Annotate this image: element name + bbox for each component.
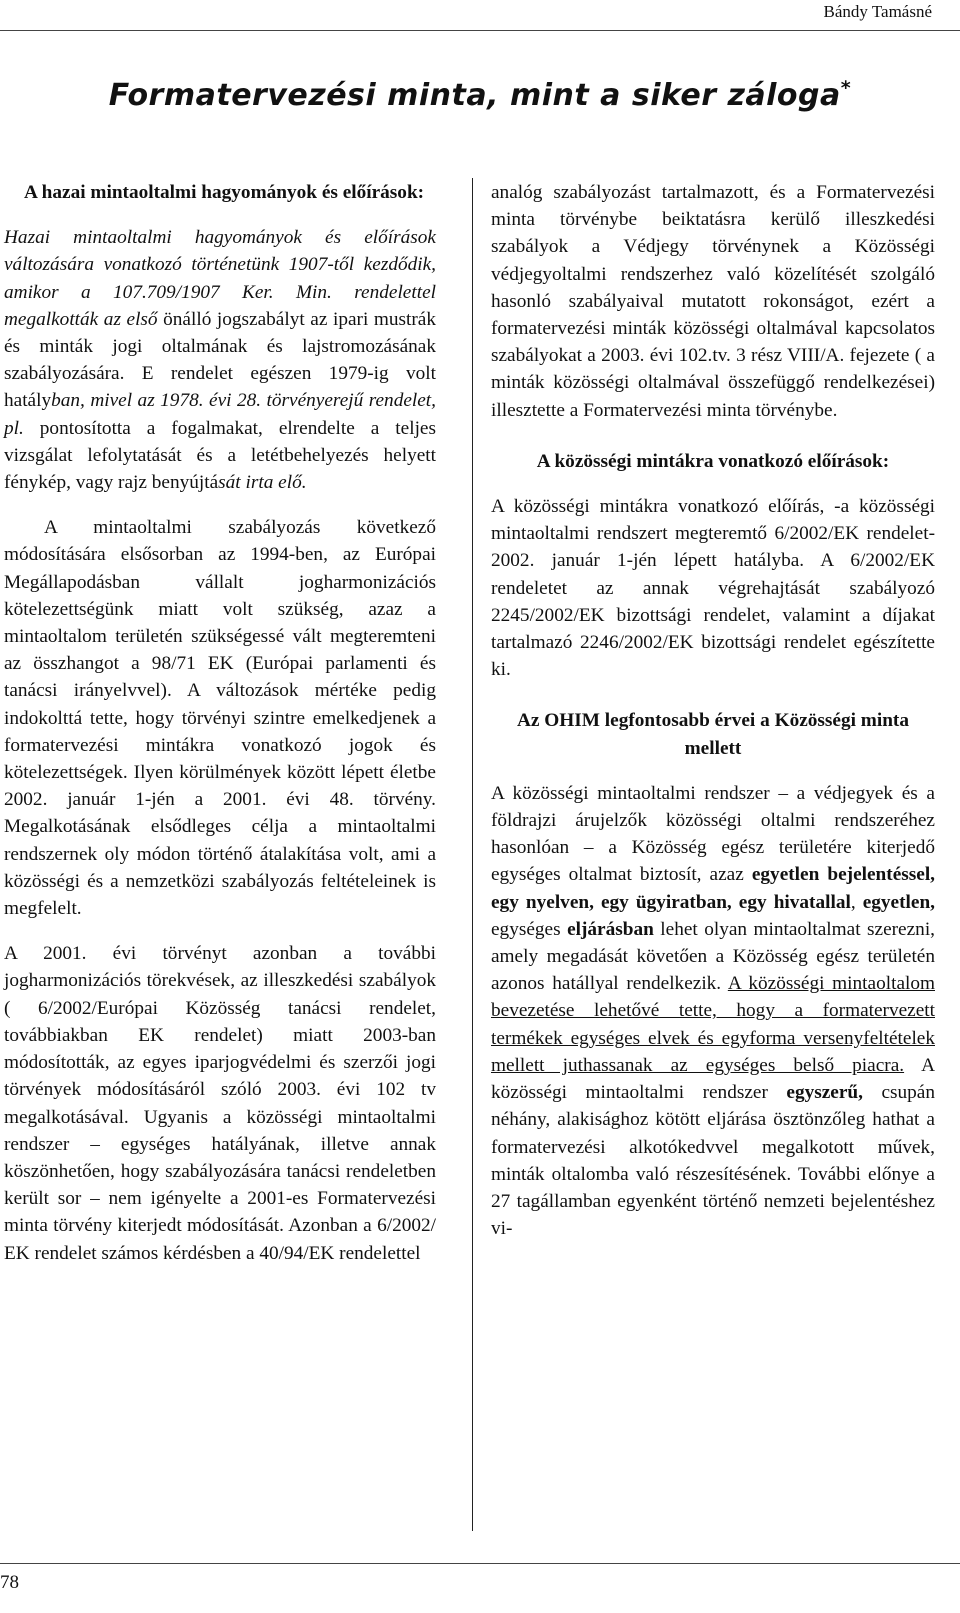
page-title-text: Formatervezési minta, mint a siker záloga bbox=[108, 78, 841, 113]
right-column bbox=[491, 179, 935, 1242]
history-text-2: pontosította a fogalmakat, elrendelte a teljes vizsgálat lefolytatását és a letétbehelyezés helyett fénykép, vagy rajz benyújtá bbox=[4, 417, 436, 494]
section-heading-hazai: A hazai mintaoltalmi hagyományok és előírások: bbox=[24, 182, 425, 203]
paragraph-history bbox=[4, 224, 436, 496]
header-rule bbox=[0, 30, 960, 31]
ohim-text-a: A közösségi mintaoltalmi rendszer – a védjegyek és a földrajzi árujelzők közösségi oltalmi rendszeréhez hasonlóan – a Közösség egész területére kiterjedő egységes oltalmat biztosít, azaz bbox=[491, 782, 935, 886]
ohim-text-e: lehet olyan mintaoltalmat szerezni, amely megadását követően a Közösség egész területén azonos hatállyal rendelkezik. bbox=[491, 918, 935, 995]
column-divider bbox=[472, 178, 473, 1531]
section-heading-ohim: Az OHIM legfontosabb érvei a Közösségi minta mellett bbox=[516, 710, 909, 759]
ohim-bold-3: eljárásban bbox=[567, 918, 654, 940]
section-heading-kozossegi: A közösségi mintákra vonatkozó előírások: bbox=[536, 450, 890, 472]
paragraph-kozossegi-eloirasok: A közösségi mintákra vonatkozó előírás, -a közösségi mintaoltalmi rendszert megteremtő 6/2002/EK rendelet- 2002. január 1-jén lépett hatályba. A 6/2002/EK rendeletet az annak végrehajtását szabályozó 2245/2002/EK bizottsági rendelet, valamint a díjakat tartalmazó 2246/2002/EK bizottsági rendelet egészítette ki. bbox=[491, 496, 935, 681]
paragraph-ohim bbox=[491, 780, 935, 1242]
title-footnote-mark: * bbox=[840, 77, 852, 99]
ohim-text-f: A közösségi mintaoltalmi rendszer bbox=[491, 1054, 935, 1104]
history-italic-2: ban, mivel az 1978. évi 28. törvényerejű rendelet, pl. bbox=[4, 390, 436, 439]
ohim-text-c: , bbox=[850, 891, 863, 913]
running-head-author: Bándy Tamásné bbox=[823, 2, 932, 21]
history-text-1: önálló jogszabályt az ipari mustrák és minták jogi oltalmának és lajstromozásának szabályozására. E rendelet egészen 1979-ig volt hatály bbox=[4, 308, 436, 412]
page-title bbox=[0, 78, 960, 113]
ohim-bold-4: egyszerű, bbox=[786, 1082, 863, 1104]
ohim-text-g: csupán néhány, alakisághoz kötött eljárása ösztönzőleg hathat a formatervezési alkotókedvvel megalkotott művek, minták oltalomba való részesítésének. További előnye a 27 tagállamban egyenként történő nemzeti bejelentéshez vi- bbox=[491, 1082, 935, 1240]
ohim-bold-1: egyetlen bejelentéssel, egy nyelven, egy ügyiratban, egy hivatallal bbox=[491, 864, 935, 913]
ohim-bold-2: egyetlen, bbox=[862, 891, 935, 913]
ohim-underlined: A közösségi mintaoltalom bevezetése lehetővé tette, hogy a formatervezett termékek egységes elvek és egyforma versenyfeltételek mellett juthassanak az egységes belső piacra. bbox=[491, 973, 935, 1076]
paragraph-analog: analóg szabályozást tartalmazott, és a Formatervezési minta törvénybe beiktatásra kerülő illeszkedési szabályok a Védjegy törvénynek a Közösségi védjegyoltalmi rendszerhez való közelítését szolgáló hasonló szabályaival mutatott rokonságot, ezért a formatervezési minták közösségi oltalmával kapcsolatos szabályokat a 2003. évi 102.tv. 3 rész VIII/A. fejezete ( a minták közösségi oltalmával összefüggő rendelkezései) illesztette a Formatervezési minta törvénybe. bbox=[491, 182, 935, 421]
paragraph-2001-law: A 2001. évi törvényt azonban a további jogharmonizációs törekvések, az illeszkedési szabályok ( 6/2002/Európai Közösség tanácsi rendelet, továbbiakban EK rendelet) miatt 2003-ban módosították, az egyes iparjogvédelmi és szerzői jogi törvények módosításáról szóló 2003. évi 102 tv megalkotásával. Ugyanis a közösségi mintaoltalmi rendszer – egységes hatályának, illetve annak köszönhetően, hogy szabályozására tanácsi rendeletben került sor – nem igényelte a 2001-es Formatervezési minta törvény kiterjedt módosítását. Azonban a 6/2002/ EK rendelet számos kérdésben a 40/94/EK rendelettel bbox=[4, 943, 436, 1264]
footer-rule bbox=[0, 1563, 960, 1564]
history-italic-3: sát irta elő. bbox=[218, 472, 307, 494]
paragraph-modification: A mintaoltalmi szabályozás következő módosítására elsősorban az 1994-ben, az Európai Megállapodásban vállalt jogharmonizációs kötelezettségünk miatt volt szükség, azaz a mintaoltalom területén szükségessé vált megteremteni az összhangot a 98/71 EK (Európai parlamenti és tanácsi irányelvvel). A változások mértéke pedig indokolttá tette, hogy törvényi szintre emelkedjenek a formatervezési mintákra vonatkozó jogok és kötelezettségek. Ilyen körülmények között lépett életbe 2002. január 1-jén a 2001. évi 48. törvény. Megalkotásának elsődleges célja a mintaoltalmi rendszernek oly módon történő átalakítása volt, ami a közösségi és a nemzetközi szabályozás feltételeinek is megfelelt. bbox=[4, 517, 436, 920]
ohim-text-d: egységes bbox=[491, 918, 568, 940]
left-column bbox=[4, 179, 436, 1267]
page-number: 78 bbox=[0, 1572, 19, 1593]
history-italic-1: Hazai mintaoltalmi hagyományok és előírások változására vonatkozó történetünk 1907-től kezdődik, amikor a 107.709/1907 Ker. Min. rendelettel megalkották az első bbox=[4, 227, 436, 330]
